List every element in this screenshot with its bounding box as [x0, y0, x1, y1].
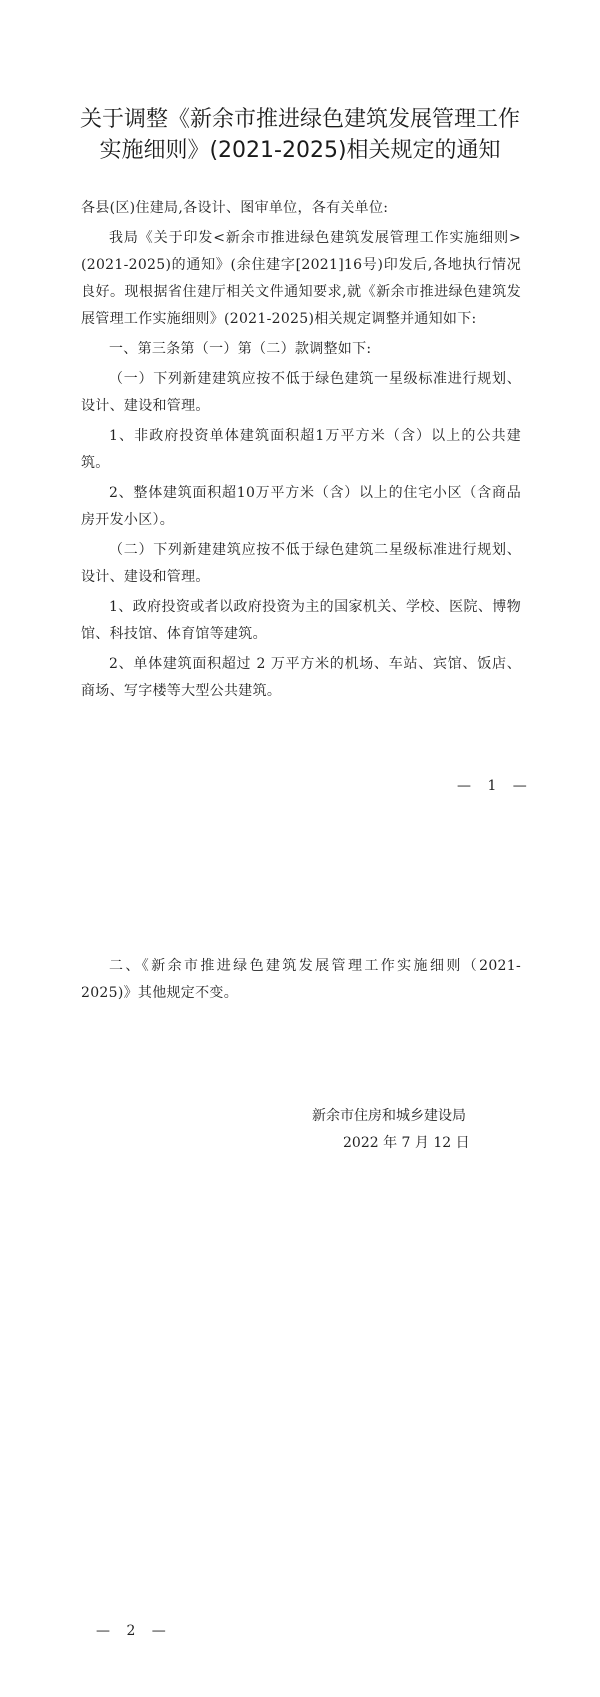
- paragraph-item-2-1: 1、政府投资或者以政府投资为主的国家机关、学校、医院、博物馆、科技馆、体育馆等建筑。: [81, 599, 521, 642]
- signature-date: 2022 年 7 月 12 日: [343, 1135, 470, 1151]
- paragraph-item-1: （一）下列新建建筑应按不低于绿色建筑一星级标准进行规划、设计、建设和管理。: [81, 371, 521, 414]
- paragraph-item-2: （二）下列新建建筑应按不低于绿色建筑二星级标准进行规划、设计、建设和管理。: [81, 542, 521, 585]
- paragraph-item-1-1: 1、非政府投资单体建筑面积超1万平方米（含）以上的公共建筑。: [81, 428, 521, 471]
- signature-organization: 新余市住房和城乡建设局: [312, 1108, 466, 1124]
- paragraph-section-2: 二、《新余市推进绿色建筑发展管理工作实施细则（2021-2025)》其他规定不变。: [81, 958, 521, 1001]
- paragraph-item-1-2: 2、整体建筑面积超10万平方米（含）以上的住宅小区（含商品房开发小区）。: [81, 485, 521, 528]
- title-line-2: 实施细则》(2021-2025)相关规定的通知: [99, 138, 501, 163]
- title-line-1: 关于调整《新余市推进绿色建筑发展管理工作: [79, 107, 520, 132]
- page-1-body: [81, 195, 521, 708]
- paragraph-section-1: 一、第三条第（一）第（二）款调整如下:: [109, 341, 372, 357]
- page-2-body: [81, 953, 521, 1010]
- page-number-1: — 1 —: [457, 778, 533, 794]
- paragraph-item-2-2: 2、单体建筑面积超过 2 万平方米的机场、车站、宾馆、饭店、商场、写字楼等大型公共建筑。: [81, 656, 521, 699]
- page-number-2: — 2 —: [96, 1623, 172, 1639]
- paragraph-intro: 我局《关于印发<新余市推进绿色建筑发展管理工作实施细则>(2021-2025)的通知》(余住建字[2021]16号)印发后,各地执行情况良好。现根据省住建厅相关文件通知要求,就《新余市推进绿色建筑发展管理工作实施细则》(2021-2025)相关规定调整并通知如下:: [81, 230, 521, 327]
- document-title: [0, 104, 600, 166]
- salutation: 各县(区)住建局,各设计、图审单位，各有关单位:: [81, 200, 389, 216]
